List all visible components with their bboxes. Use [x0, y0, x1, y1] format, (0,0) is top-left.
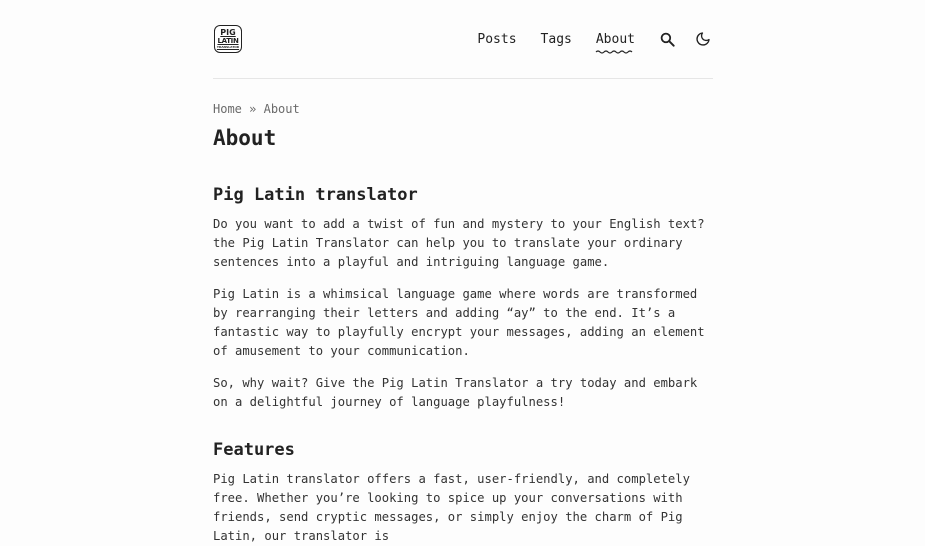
nav-about[interactable] [596, 32, 635, 47]
breadcrumb-current: About [263, 102, 300, 116]
site-logo[interactable] [214, 25, 242, 53]
page-container [213, 0, 713, 546]
breadcrumb-home[interactable]: Home [213, 102, 242, 116]
search-icon[interactable] [657, 29, 677, 49]
page-title: About [213, 126, 277, 150]
paragraph: So, why wait? Give the Pig Latin Translator a try today and embark on a delightful journey of language playfulness! [213, 376, 698, 409]
section-heading-features: Features [213, 440, 295, 460]
moon-icon[interactable] [693, 29, 713, 49]
paragraph: Do you want to add a twist of fun and mystery to your English text? the Pig Latin Translator can help you to translate your ordinary sentences into a playful and intriguing language game. [213, 217, 705, 269]
section-heading-pig-latin-translator: Pig Latin translator [213, 185, 418, 205]
nav-about-label: About [595, 31, 635, 47]
breadcrumb-separator: » [249, 102, 257, 116]
logo-line-3: TRANSLATOR [216, 45, 240, 49]
breadcrumb [213, 102, 713, 118]
site-header [213, 0, 713, 79]
nav-posts[interactable]: Posts [477, 31, 517, 47]
logo-line-1: PIG [220, 28, 236, 37]
paragraph: Pig Latin translator offers a fast, user-friendly, and completely free. Whether you’re looking to spice up your conversations with friends, send cryptic messages, or simply enjoy the charm of Pig Latin, our translator is [213, 472, 690, 543]
main-nav [477, 28, 713, 50]
nav-tags[interactable]: Tags [540, 31, 572, 47]
paragraph: Pig Latin is a whimsical language game where words are transformed by rearranging their letters and adding “ay” to the end. It’s a fantastic way to playfully encrypt your messages, adding an element of amusement to your communication. [213, 287, 705, 358]
active-underline [596, 50, 630, 54]
logo-line-2: LATIN [217, 37, 239, 45]
